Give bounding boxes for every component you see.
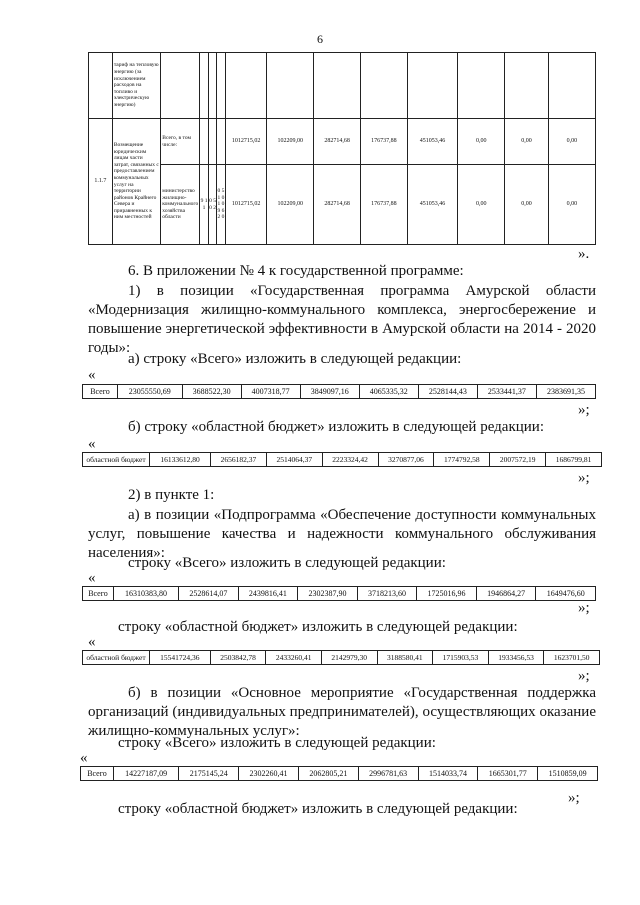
table-row [89,119,596,165]
value-cell: 282714,68 [314,165,361,245]
table-cell: тариф на тепловую энергию (за исключением расходов на топливо и электрическую энергию) [112,53,160,119]
table-cell [89,53,113,119]
budget-row-table [82,452,602,467]
paragraph: 1) в позиции «Государственная программа Амурской области «Модернизация жилищно-коммунального комплекса, энергосбережение и повышение энергетической эффективности в Амурской области на 2014 - 2020 годы»: [88,283,596,356]
code-cell: 0 5 0 2 [208,165,216,245]
open-quote: « [88,570,96,586]
close-quote: »; [578,600,590,616]
value-cell: 0,00 [548,165,595,245]
row-id: 1.1.7 [89,119,113,245]
paragraph: строку «областной бюджет» изложить в следующей редакции: [118,801,518,817]
close-quote: ». [578,246,590,262]
budget-row-table [80,766,598,781]
value-cell: 16310383,80 [114,587,179,601]
table-cell [225,53,267,119]
value-cell: 2142979,30 [321,651,377,665]
value-cell: 16133612,80 [150,453,211,467]
value-cell: 3688522,30 [182,385,241,399]
budget-row-table [82,650,600,665]
value-cell: 2514064,37 [266,453,322,467]
open-quote: « [88,634,96,650]
close-quote: »; [568,790,580,806]
paragraph: а) строку «Всего» изложить в следующей редакции: [128,351,462,367]
value-cell: 1649476,60 [536,587,596,601]
value-cell: 4007318,77 [241,385,300,399]
value-cell: 1933456,53 [488,651,544,665]
value-cell: 15541724,36 [150,651,211,665]
row-label: Всего [83,587,114,601]
sub-label: Всего, в том числе: [161,119,200,165]
value-cell: 2302260,41 [239,767,299,781]
value-cell: 1012715,02 [225,119,267,165]
value-cell: 2503842,78 [210,651,266,665]
table-cell [161,53,200,119]
value-cell: 102209,00 [267,119,314,165]
table-row [83,651,600,665]
row-description: Возмещение юридическим лицам части затрат, связанных с предоставлением коммунальных услуг на территории районов Крайнего Севера и приравненных к ним местностей [112,119,160,245]
table-cell [360,53,407,119]
value-cell: 1665301,77 [478,767,538,781]
value-cell: 23055550,69 [118,385,183,399]
table-cell [407,53,457,119]
table-row [83,385,596,399]
code-cell: 0 5 1 0 1 0 9 6 2 0 [217,165,225,245]
value-cell: 0,00 [548,119,595,165]
continuation-table [88,52,596,245]
table-row [89,165,596,245]
value-cell: 282714,68 [314,119,361,165]
value-cell: 3718213,60 [357,587,417,601]
table-cell [548,53,595,119]
table-cell [208,53,216,119]
value-cell: 451053,46 [407,165,457,245]
value-cell: 2433260,41 [266,651,322,665]
value-cell: 2223324,42 [322,453,378,467]
close-quote: »; [578,402,590,418]
table-cell [200,119,208,165]
value-cell: 176737,88 [360,165,407,245]
paragraph: б) в позиции «Основное мероприятие «Государственная поддержка организаций (индивидуальных предпринимателей), осуществляющих оказание жилищно-коммунальных услуг»: [88,685,596,739]
row-label: Всего [81,767,114,781]
paragraph: а) в позиции «Подпрограмма «Обеспечение доступности коммунальных услуг, повышение качества и надежности коммунального обслуживания населения»: [88,507,596,561]
value-cell: 2656182,37 [211,453,267,467]
budget-row-table [82,586,596,601]
open-quote: « [88,367,96,383]
paragraph: строку «областной бюджет» изложить в следующей редакции: [118,619,518,635]
table-row [81,767,598,781]
table-cell [314,53,361,119]
table-cell [217,53,225,119]
page-number: 6 [317,32,323,46]
value-cell: 2302387,90 [298,587,358,601]
table-cell [200,53,208,119]
code-cell: 9 1 1 [200,165,208,245]
budget-row-table [82,384,596,399]
table-cell [505,53,549,119]
value-cell: 0,00 [458,119,505,165]
row-label: Всего [83,385,118,399]
table-cell [208,119,216,165]
value-cell: 1946864,27 [476,587,536,601]
row-label: областной бюджет [83,453,150,467]
value-cell: 1514033,74 [418,767,478,781]
value-cell: 2533441,37 [477,385,536,399]
value-cell: 102209,00 [267,165,314,245]
sub-label: министерство жилищно-коммунального хозяйства области [161,165,200,245]
value-cell: 2175145,24 [179,767,239,781]
table-row [83,453,602,467]
value-cell: 1623701,50 [544,651,600,665]
close-quote: »; [578,470,590,486]
value-cell: 14227187,09 [114,767,179,781]
paragraph: 2) в пункте 1: [128,487,215,503]
value-cell: 2383691,35 [536,385,595,399]
value-cell: 2528614,07 [179,587,239,601]
table-row [83,587,596,601]
table-cell [217,119,225,165]
value-cell: 2528144,43 [418,385,477,399]
value-cell: 0,00 [505,165,549,245]
value-cell: 1510859,09 [538,767,598,781]
value-cell: 4065335,32 [359,385,418,399]
paragraph: строку «Всего» изложить в следующей редакции: [128,555,446,571]
value-cell: 0,00 [505,119,549,165]
open-quote: « [88,436,96,452]
value-cell: 3849097,16 [300,385,359,399]
value-cell: 2996781,63 [358,767,418,781]
paragraph: б) строку «областной бюджет» изложить в следующей редакции: [128,419,545,435]
paragraph: 6. В приложении № 4 к государственной программе: [128,263,464,279]
value-cell: 176737,88 [360,119,407,165]
value-cell: 1686799,81 [546,453,602,467]
value-cell: 0,00 [458,165,505,245]
value-cell: 1012715,02 [225,165,267,245]
table-cell [458,53,505,119]
table-cell [267,53,314,119]
value-cell: 2062805,21 [298,767,358,781]
value-cell: 1715903,53 [433,651,489,665]
value-cell: 2439816,41 [238,587,298,601]
value-cell: 451053,46 [407,119,457,165]
close-quote: »; [578,668,590,684]
value-cell: 1725016,96 [417,587,477,601]
value-cell: 1774792,58 [434,453,490,467]
value-cell: 3188580,41 [377,651,433,665]
row-label: областной бюджет [83,651,150,665]
value-cell: 3270877,06 [378,453,434,467]
open-quote: « [80,750,88,766]
paragraph: строку «Всего» изложить в следующей редакции: [118,735,436,751]
value-cell: 2007572,19 [490,453,546,467]
